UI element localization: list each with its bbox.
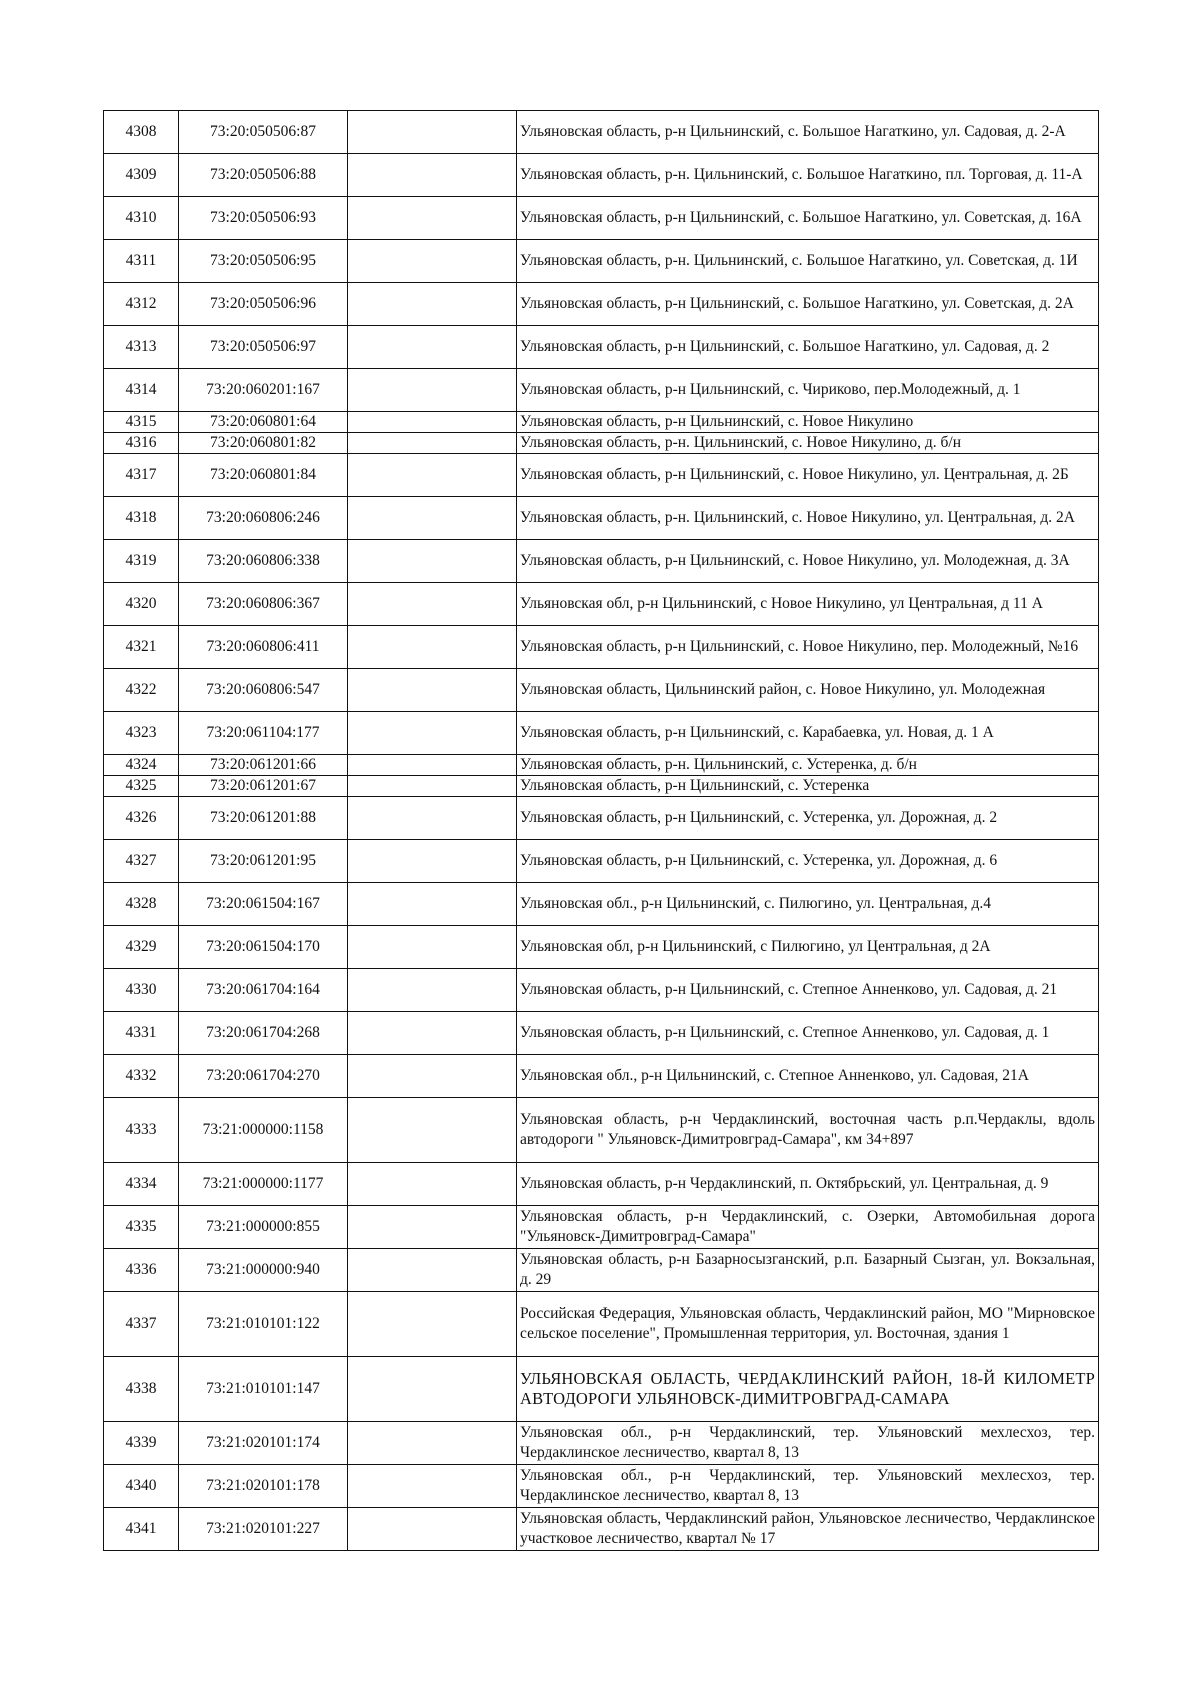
cadastral-number: 73:20:050506:88 [179, 154, 348, 197]
table-row [104, 1292, 1099, 1357]
row-number: 4330 [104, 969, 179, 1012]
empty-cell [348, 1055, 517, 1098]
row-number: 4310 [104, 197, 179, 240]
address: Ульяновская область, Чердаклинский район, Ульяновское лесничество, Чердаклинское участковое лесничество, квартал № 17 [517, 1508, 1099, 1551]
table-row [104, 926, 1099, 969]
row-number: 4313 [104, 326, 179, 369]
row-number: 4308 [104, 111, 179, 154]
cadastral-number: 73:20:061704:270 [179, 1055, 348, 1098]
cadastral-number: 73:21:010101:122 [179, 1292, 348, 1357]
address: Ульяновская область, р-н Базарносызганский, р.п. Базарный Сызган, ул. Вокзальная, д. 29 [517, 1249, 1099, 1292]
registry-table-body [104, 111, 1099, 1551]
address: Ульяновская обл., р-н Цильнинский, с. Степное Анненково, ул. Садовая, 21А [517, 1055, 1099, 1098]
empty-cell [348, 540, 517, 583]
cadastral-number: 73:20:061201:67 [179, 776, 348, 797]
address: Ульяновская область, р-н. Цильнинский, с. Новое Никулино, ул. Центральная, д. 2А [517, 497, 1099, 540]
table-row [104, 497, 1099, 540]
row-number: 4324 [104, 755, 179, 776]
empty-cell [348, 1012, 517, 1055]
table-row [104, 1098, 1099, 1163]
empty-cell [348, 111, 517, 154]
empty-cell [348, 1249, 517, 1292]
cadastral-number: 73:21:020101:178 [179, 1465, 348, 1508]
address: Ульяновская область, р-н. Цильнинский, с. Большое Нагаткино, ул. Советская, д. 1И [517, 240, 1099, 283]
empty-cell [348, 797, 517, 840]
table-row [104, 626, 1099, 669]
row-number: 4328 [104, 883, 179, 926]
table-row [104, 1508, 1099, 1551]
empty-cell [348, 1292, 517, 1357]
table-row [104, 1163, 1099, 1206]
cadastral-number: 73:20:060806:547 [179, 669, 348, 712]
table-row [104, 1055, 1099, 1098]
table-row [104, 797, 1099, 840]
row-number: 4322 [104, 669, 179, 712]
address: Ульяновская область, р-н Цильнинский, с. Новое Никулино [517, 412, 1099, 433]
row-number: 4311 [104, 240, 179, 283]
table-row [104, 540, 1099, 583]
row-number: 4327 [104, 840, 179, 883]
address: Ульяновская область, р-н Цильнинский, с. Устеренка [517, 776, 1099, 797]
table-row [104, 669, 1099, 712]
cadastral-number: 73:20:060806:367 [179, 583, 348, 626]
row-number: 4317 [104, 454, 179, 497]
address: Ульяновская область, р-н Цильнинский, с. Степное Анненково, ул. Садовая, д. 1 [517, 1012, 1099, 1055]
table-row [104, 326, 1099, 369]
empty-cell [348, 433, 517, 454]
row-number: 4332 [104, 1055, 179, 1098]
row-number: 4325 [104, 776, 179, 797]
row-number: 4334 [104, 1163, 179, 1206]
cadastral-number: 73:21:000000:1158 [179, 1098, 348, 1163]
row-number: 4339 [104, 1422, 179, 1465]
address: Российская Федерация, Ульяновская область, Чердаклинский район, МО "Мирновское сельское поселение", Промышленная территория, ул. Восточная, здания 1 [517, 1292, 1099, 1357]
address: Ульяновская область, р-н Чердаклинский, п. Октябрьский, ул. Центральная, д. 9 [517, 1163, 1099, 1206]
address: Ульяновская область, р-н Цильнинский, с. Новое Никулино, ул. Центральная, д. 2Б [517, 454, 1099, 497]
address: Ульяновская область, р-н Цильнинский, с. Карабаевка, ул. Новая, д. 1 А [517, 712, 1099, 755]
row-number: 4320 [104, 583, 179, 626]
table-row [104, 369, 1099, 412]
row-number: 4326 [104, 797, 179, 840]
cadastral-number: 73:20:061704:164 [179, 969, 348, 1012]
empty-cell [348, 1206, 517, 1249]
empty-cell [348, 1422, 517, 1465]
cadastral-number: 73:20:061504:170 [179, 926, 348, 969]
address: Ульяновская область, р-н Чердаклинский, с. Озерки, Автомобильная дорога "Ульяновск-Димитровград-Самара" [517, 1206, 1099, 1249]
table-row [104, 412, 1099, 433]
empty-cell [348, 626, 517, 669]
cadastral-number: 73:20:050506:93 [179, 197, 348, 240]
table-row [104, 583, 1099, 626]
table-row [104, 1357, 1099, 1422]
cadastral-number: 73:20:061104:177 [179, 712, 348, 755]
cadastral-number: 73:20:060806:338 [179, 540, 348, 583]
cadastral-number: 73:20:060801:82 [179, 433, 348, 454]
cadastral-number: 73:20:061704:268 [179, 1012, 348, 1055]
table-row [104, 1422, 1099, 1465]
empty-cell [348, 1465, 517, 1508]
cadastral-number: 73:20:050506:87 [179, 111, 348, 154]
address: Ульяновская область, р-н Цильнинский, с. Новое Никулино, пер. Молодежный, №16 [517, 626, 1099, 669]
row-number: 4338 [104, 1357, 179, 1422]
empty-cell [348, 583, 517, 626]
table-row [104, 712, 1099, 755]
row-number: 4331 [104, 1012, 179, 1055]
empty-cell [348, 154, 517, 197]
cadastral-number: 73:20:050506:97 [179, 326, 348, 369]
address: Ульяновская область, р-н. Цильнинский, с. Большое Нагаткино, пл. Торговая, д. 11-А [517, 154, 1099, 197]
address: Ульяновская обл., р-н Чердаклинский, тер. Ульяновский мехлесхоз, тер. Чердаклинское лесничество, квартал 8, 13 [517, 1422, 1099, 1465]
table-row [104, 1206, 1099, 1249]
cadastral-number: 73:21:000000:855 [179, 1206, 348, 1249]
address: Ульяновская область, р-н Цильнинский, с. Устеренка, ул. Дорожная, д. 2 [517, 797, 1099, 840]
table-row [104, 454, 1099, 497]
row-number: 4315 [104, 412, 179, 433]
row-number: 4337 [104, 1292, 179, 1357]
table-row [104, 755, 1099, 776]
address: Ульяновская область, р-н Цильнинский, с. Большое Нагаткино, ул. Советская, д. 16А [517, 197, 1099, 240]
table-row [104, 154, 1099, 197]
address: Ульяновская область, р-н Цильнинский, с. Устеренка, ул. Дорожная, д. 6 [517, 840, 1099, 883]
cadastral-number: 73:20:061201:95 [179, 840, 348, 883]
cadastral-number: 73:21:000000:1177 [179, 1163, 348, 1206]
empty-cell [348, 669, 517, 712]
row-number: 4323 [104, 712, 179, 755]
row-number: 4309 [104, 154, 179, 197]
table-row [104, 283, 1099, 326]
empty-cell [348, 240, 517, 283]
cadastral-number: 73:20:061201:88 [179, 797, 348, 840]
cadastral-number: 73:21:020101:227 [179, 1508, 348, 1551]
cadastral-number: 73:21:000000:940 [179, 1249, 348, 1292]
address: Ульяновская область, р-н. Цильнинский, с. Устеренка, д. б/н [517, 755, 1099, 776]
cadastral-number: 73:20:050506:95 [179, 240, 348, 283]
row-number: 4336 [104, 1249, 179, 1292]
address: Ульяновская обл., р-н Цильнинский, с. Пилюгино, ул. Центральная, д.4 [517, 883, 1099, 926]
empty-cell [348, 412, 517, 433]
table-row [104, 240, 1099, 283]
empty-cell [348, 197, 517, 240]
empty-cell [348, 326, 517, 369]
empty-cell [348, 840, 517, 883]
row-number: 4316 [104, 433, 179, 454]
cadastral-number: 73:20:061201:66 [179, 755, 348, 776]
cadastral-number: 73:20:060806:411 [179, 626, 348, 669]
row-number: 4341 [104, 1508, 179, 1551]
table-row [104, 1465, 1099, 1508]
row-number: 4329 [104, 926, 179, 969]
cadastral-number: 73:20:060201:167 [179, 369, 348, 412]
empty-cell [348, 969, 517, 1012]
row-number: 4335 [104, 1206, 179, 1249]
row-number: 4333 [104, 1098, 179, 1163]
empty-cell [348, 883, 517, 926]
address: Ульяновская обл, р-н Цильнинский, с Пилюгино, ул Центральная, д 2А [517, 926, 1099, 969]
table-row [104, 197, 1099, 240]
empty-cell [348, 497, 517, 540]
empty-cell [348, 283, 517, 326]
table-row [104, 969, 1099, 1012]
row-number: 4321 [104, 626, 179, 669]
address: Ульяновская область, р-н Цильнинский, с. Большое Нагаткино, ул. Садовая, д. 2-А [517, 111, 1099, 154]
cadastral-number: 73:21:010101:147 [179, 1357, 348, 1422]
empty-cell [348, 712, 517, 755]
empty-cell [348, 755, 517, 776]
empty-cell [348, 1357, 517, 1422]
empty-cell [348, 776, 517, 797]
address: УЛЬЯНОВСКАЯ ОБЛАСТЬ, ЧЕРДАКЛИНСКИЙ РАЙОН, 18-Й КИЛОМЕТР АВТОДОРОГИ УЛЬЯНОВСК-ДИМИТРОВГРАД-САМАРА [517, 1357, 1099, 1422]
cadastral-number: 73:20:060801:84 [179, 454, 348, 497]
address: Ульяновская область, р-н Цильнинский, с. Степное Анненково, ул. Садовая, д. 21 [517, 969, 1099, 1012]
address: Ульяновская обл., р-н Чердаклинский, тер. Ульяновский мехлесхоз, тер. Чердаклинское лесничество, квартал 8, 13 [517, 1465, 1099, 1508]
table-row [104, 1012, 1099, 1055]
address: Ульяновская область, Цильнинский район, с. Новое Никулино, ул. Молодежная [517, 669, 1099, 712]
empty-cell [348, 926, 517, 969]
row-number: 4318 [104, 497, 179, 540]
address: Ульяновская область, р-н Цильнинский, с. Новое Никулино, ул. Молодежная, д. 3А [517, 540, 1099, 583]
table-row [104, 111, 1099, 154]
row-number: 4340 [104, 1465, 179, 1508]
cadastral-number: 73:20:060801:64 [179, 412, 348, 433]
cadastral-number: 73:20:060806:246 [179, 497, 348, 540]
row-number: 4312 [104, 283, 179, 326]
table-row [104, 883, 1099, 926]
cadastral-number: 73:21:020101:174 [179, 1422, 348, 1465]
cadastral-number: 73:20:050506:96 [179, 283, 348, 326]
address: Ульяновская область, р-н Чердаклинский, восточная часть р.п.Чердаклы, вдоль автодороги " Ульяновск-Димитровград-Самара", км 34+897 [517, 1098, 1099, 1163]
empty-cell [348, 1163, 517, 1206]
table-row [104, 1249, 1099, 1292]
address: Ульяновская область, р-н. Цильнинский, с. Новое Никулино, д. б/н [517, 433, 1099, 454]
table-row [104, 433, 1099, 454]
row-number: 4319 [104, 540, 179, 583]
registry-table [103, 110, 1099, 1551]
address: Ульяновская обл, р-н Цильнинский, с Новое Никулино, ул Центральная, д 11 А [517, 583, 1099, 626]
row-number: 4314 [104, 369, 179, 412]
table-row [104, 840, 1099, 883]
address: Ульяновская область, р-н Цильнинский, с. Большое Нагаткино, ул. Садовая, д. 2 [517, 326, 1099, 369]
empty-cell [348, 1098, 517, 1163]
table-row [104, 776, 1099, 797]
cadastral-number: 73:20:061504:167 [179, 883, 348, 926]
address: Ульяновская область, р-н Цильнинский, с. Чириково, пер.Молодежный, д. 1 [517, 369, 1099, 412]
empty-cell [348, 369, 517, 412]
empty-cell [348, 1508, 517, 1551]
empty-cell [348, 454, 517, 497]
address: Ульяновская область, р-н Цильнинский, с. Большое Нагаткино, ул. Советская, д. 2А [517, 283, 1099, 326]
